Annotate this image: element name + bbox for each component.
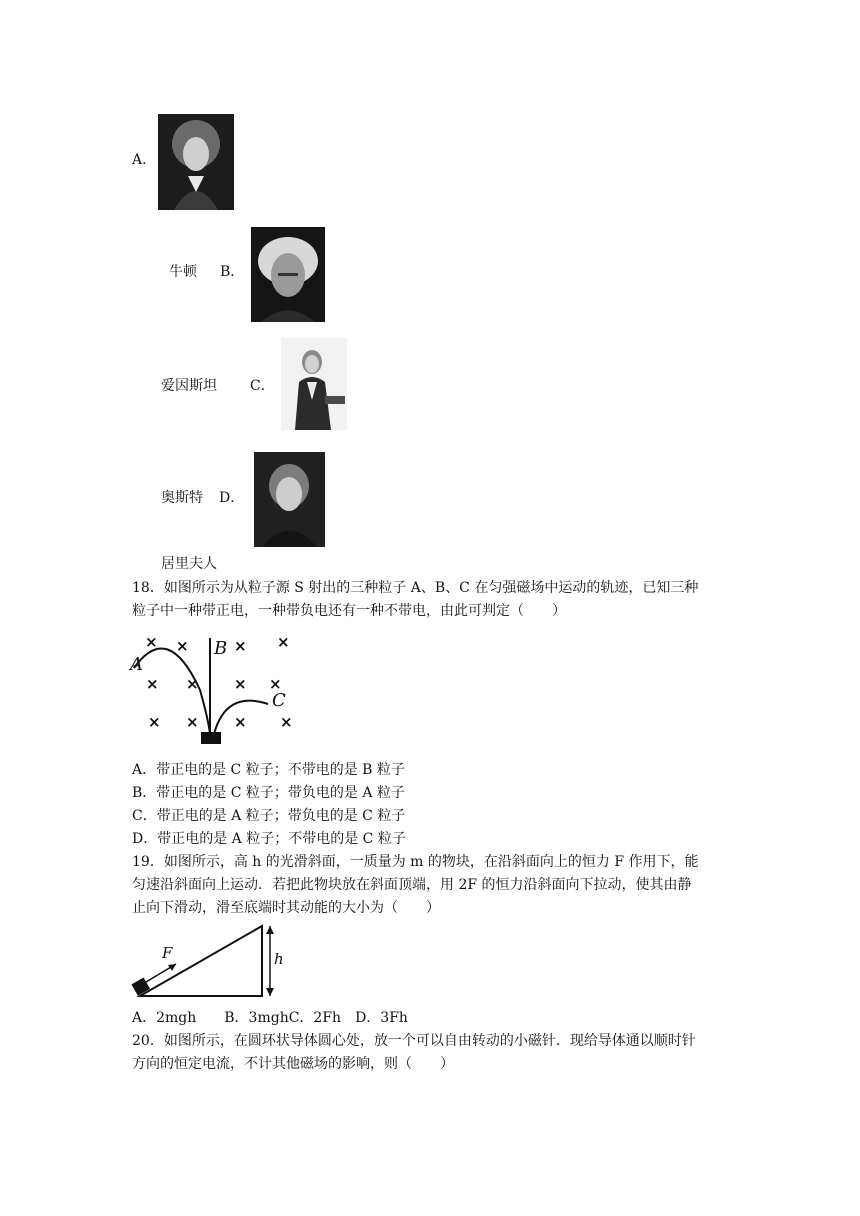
q18-option-b[interactable]: B．带正电的是 C 粒子；带负电的是 A 粒子 [132, 785, 405, 801]
incline-triangle [140, 926, 262, 996]
q19-stem-line2: 匀速沿斜面向上运动．若把此物块放在斜面顶端，用 2F 的恒力沿斜面向下拉动，使其由静 [132, 877, 692, 893]
einstein-portrait [251, 227, 325, 322]
field-cross: × [148, 713, 161, 731]
field-cross: × [186, 675, 199, 693]
field-cross: × [234, 675, 247, 693]
option-a-name: 牛顿 [169, 264, 197, 280]
field-cross: × [146, 675, 159, 693]
field-cross: × [176, 637, 189, 655]
q18-option-a[interactable]: A．带正电的是 C 粒子；不带电的是 B 粒子 [132, 762, 405, 778]
option-b-letter: B． [220, 264, 245, 280]
option-d-letter: D． [219, 490, 245, 506]
magnetic-field-figure [128, 630, 298, 752]
q20-stem-line2: 方向的恒定电流，不计其他磁场的影响，则（ ） [132, 1056, 454, 1072]
field-cross: × [269, 675, 282, 693]
option-b-name: 爱因斯坦 [161, 378, 217, 394]
curie-portrait [254, 452, 325, 547]
newton-portrait [158, 114, 234, 210]
q18-option-d[interactable]: D．带正电的是 A 粒子；不带电的是 C 粒子 [132, 831, 406, 847]
field-cross: × [277, 633, 290, 651]
oersted-portrait [281, 338, 347, 430]
option-d-name: 居里夫人 [161, 556, 217, 572]
label-a: A [130, 654, 143, 675]
field-cross: × [186, 713, 199, 731]
field-cross: × [280, 713, 293, 731]
field-cross: × [145, 633, 158, 651]
option-c-letter: C． [250, 378, 275, 394]
q18-stem-line1: 18．如图所示为从粒子源 S 射出的三种粒子 A、B、C 在匀强磁场中运动的轨迹，已知三种 [132, 580, 699, 596]
label-b: B [214, 638, 228, 659]
q18-stem-line2: 粒子中一种带正电，一种带负电还有一种不带电，由此可判定（ ） [132, 603, 566, 619]
q19-options[interactable]: A．2mgh B．3mghC．2Fh D．3Fh [132, 1010, 408, 1026]
incline-figure [126, 920, 286, 1002]
q19-stem-line1: 19．如图所示，高 h 的光滑斜面，一质量为 m 的物块，在沿斜面向上的恒力 F 作用下，能 [132, 854, 699, 870]
option-a-letter: A． [132, 152, 157, 168]
label-h: h [274, 950, 284, 968]
q19-stem-line3: 止向下滑动，滑至底端时其动能的大小为（ ） [132, 900, 440, 916]
particle-source [201, 732, 221, 744]
field-cross: × [234, 713, 247, 731]
q20-stem-line1: 20．如图所示，在圆环状导体圆心处，放一个可以自由转动的小磁针．现给导体通以顺时针 [132, 1033, 696, 1049]
label-f: F [162, 944, 173, 962]
option-c-name: 奥斯特 [161, 490, 203, 506]
q18-option-c[interactable]: C．带正电的是 A 粒子；带负电的是 C 粒子 [132, 808, 406, 824]
field-cross: × [234, 637, 247, 655]
label-c: C [272, 690, 286, 711]
